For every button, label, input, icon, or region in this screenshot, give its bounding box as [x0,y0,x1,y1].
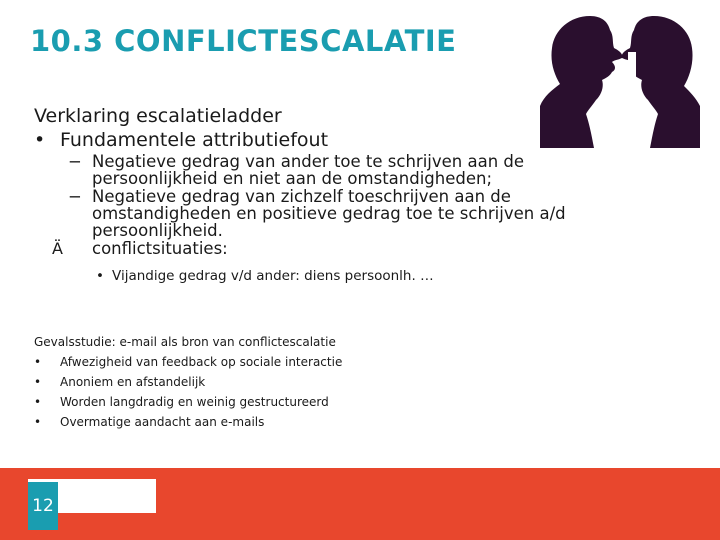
bullet-marker: • [34,395,42,409]
list-item [34,392,342,412]
list-item [34,372,342,392]
dash-marker: − [68,187,82,206]
case-study-title: Gevalsstudie: e-mail als bron van conflictescalatie [34,335,336,349]
sub-bullet-item [34,240,634,257]
bullet-item [34,128,634,152]
slide-title: 10.3 CONFLICTESCALATIE [30,24,457,58]
sub-bullet-text: Negatieve gedrag van zichzelf toeschrijven aan de omstandigheden en positieve gedrag toe te schrijven a/d persoonlijkheid. [92,187,566,240]
sub-sub-bullet-item [34,267,634,285]
list-item [34,412,342,432]
sub-bullet-item [34,188,634,239]
sub-bullet-text: conflictsituaties: [92,239,228,258]
list-item-text: Anoniem en afstandelijk [60,375,206,389]
sub-bullet-text: Negatieve gedrag van ander toe te schrijven aan de persoonlijkheid en niet aan de omstandigheden; [92,152,525,188]
bullet-marker: • [34,415,42,429]
sub-sub-bullet-text: Vijandige gedrag v/d ander: diens persoonlh. … [112,268,434,284]
bullet-marker: • [96,268,104,284]
page-number: 12 [28,482,58,530]
bullet-marker: • [34,129,46,151]
content-body [34,104,634,285]
list-item-text: Overmatige aandacht aan e-mails [60,415,265,429]
list-item-text: Worden langdradig en weinig gestructureerd [60,395,329,409]
arrow-marker-icon: Ä [52,239,63,258]
list-item-text: Afwezigheid van feedback op sociale interactie [60,355,343,369]
content-heading: Verklaring escalatieladder [34,105,282,127]
bullet-marker: • [34,375,42,389]
bullet-marker: • [34,355,42,369]
bullet-text: Fundamentele attributiefout [60,129,329,151]
case-study [34,332,342,432]
list-item [34,352,342,372]
dash-marker: − [68,152,82,171]
sub-bullet-item [34,153,634,187]
